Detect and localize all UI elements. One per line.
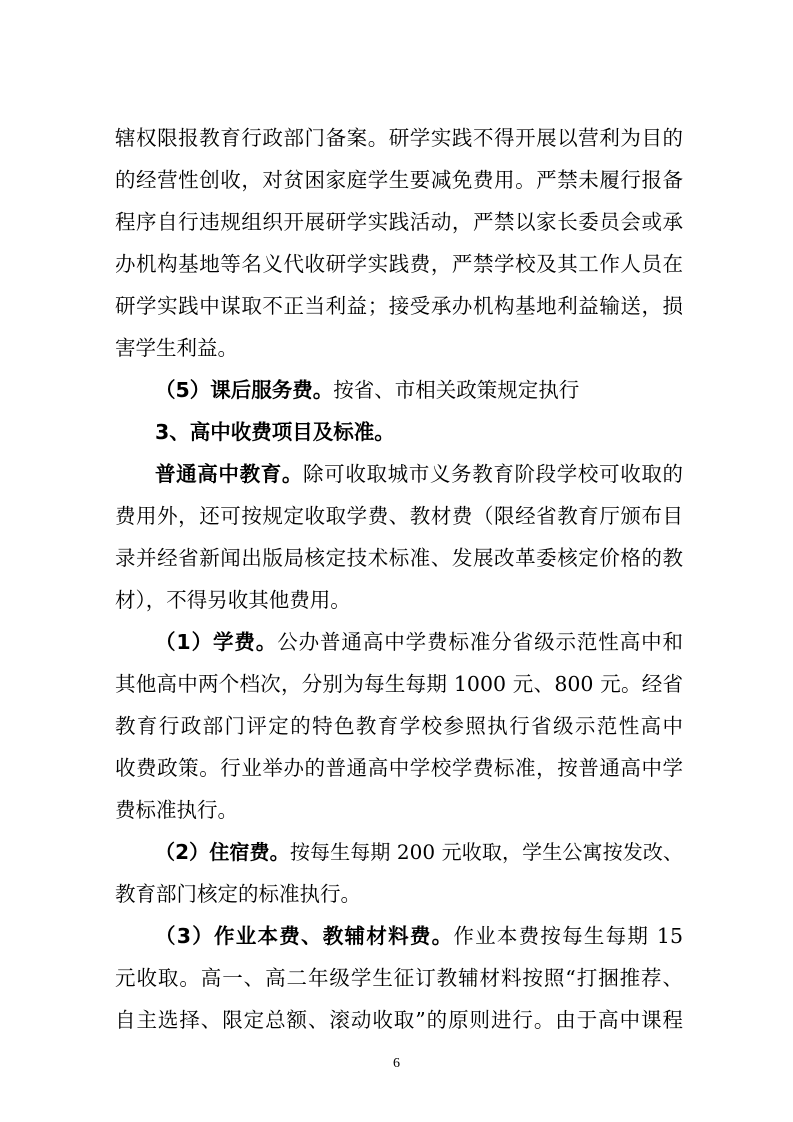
- page-number: 6: [393, 1056, 400, 1071]
- text-line: 自主选择、限定总额、滚动收取”的原则进行。由于高中课程: [115, 1008, 683, 1032]
- text-line: 教育部门核定的标准执行。: [115, 882, 361, 906]
- sub-item-title: （5）课后服务费。: [155, 378, 334, 402]
- sub-item-title: （1）学费。: [155, 630, 278, 654]
- section-heading: [155, 412, 683, 452]
- text-line: 辖权限报教育行政部门备案。研学实践不得开展以营利为目的: [115, 126, 683, 150]
- text-line: 教育行政部门评定的特色教育学校参照执行省级示范性高中: [115, 714, 683, 738]
- text-line: 办机构基地等名义代收研学实践费，严禁学校及其工作人员在: [115, 252, 683, 276]
- text-line: 材），不得另收其他费用。: [115, 588, 351, 612]
- paragraph-title: 普通高中教育。: [155, 462, 304, 486]
- sub-item-heading: （1）学费。公办普通高中学费标准分省级示范性高中和: [155, 630, 683, 654]
- text-line: 其他高中两个档次，分别为每生每期 1000 元、800 元。经省: [115, 672, 683, 696]
- sub-item-title: （2）住宿费。: [155, 840, 290, 864]
- text-line: 程序自行违规组织开展研学实践活动，严禁以家长委员会或承: [115, 210, 683, 234]
- text-line: 元收取。高一、高二年级学生征订教辅材料按照“打捆推荐、: [115, 966, 683, 990]
- sub-item-heading: （2）住宿费。按每生每期 200 元收取，学生公寓按发改、: [155, 840, 683, 864]
- text-line: 费用外，还可按规定收取学费、教材费（限经省教育厅颁布目: [115, 504, 683, 528]
- text-line: 录并经省新闻出版局核定技术标准、发展改革委核定价格的教: [115, 546, 683, 570]
- text-line: 收费政策。行业举办的普通高中学校学费标准，按普通高中学: [115, 756, 683, 780]
- sub-item-title: （3）作业本费、教辅材料费。: [155, 924, 454, 948]
- text-line: 研学实践中谋取不正当利益；接受承办机构基地利益输送，损: [115, 294, 683, 318]
- text-line: 害学生利益。: [115, 336, 238, 360]
- section-title: 3、高中收费项目及标准。: [155, 420, 395, 444]
- sub-item-heading: （5）课后服务费。按省、市相关政策规定执行: [155, 378, 580, 402]
- paragraph-heading: 普通高中教育。除可收取城市义务教育阶段学校可收取的: [155, 462, 683, 486]
- sub-item-heading: （3）作业本费、教辅材料费。作业本费按每生每期 15: [155, 924, 683, 948]
- text-line: 的经营性创收，对贫困家庭学生要减免费用。严禁未履行报备: [115, 168, 683, 192]
- text-line: 费标准执行。: [115, 798, 238, 822]
